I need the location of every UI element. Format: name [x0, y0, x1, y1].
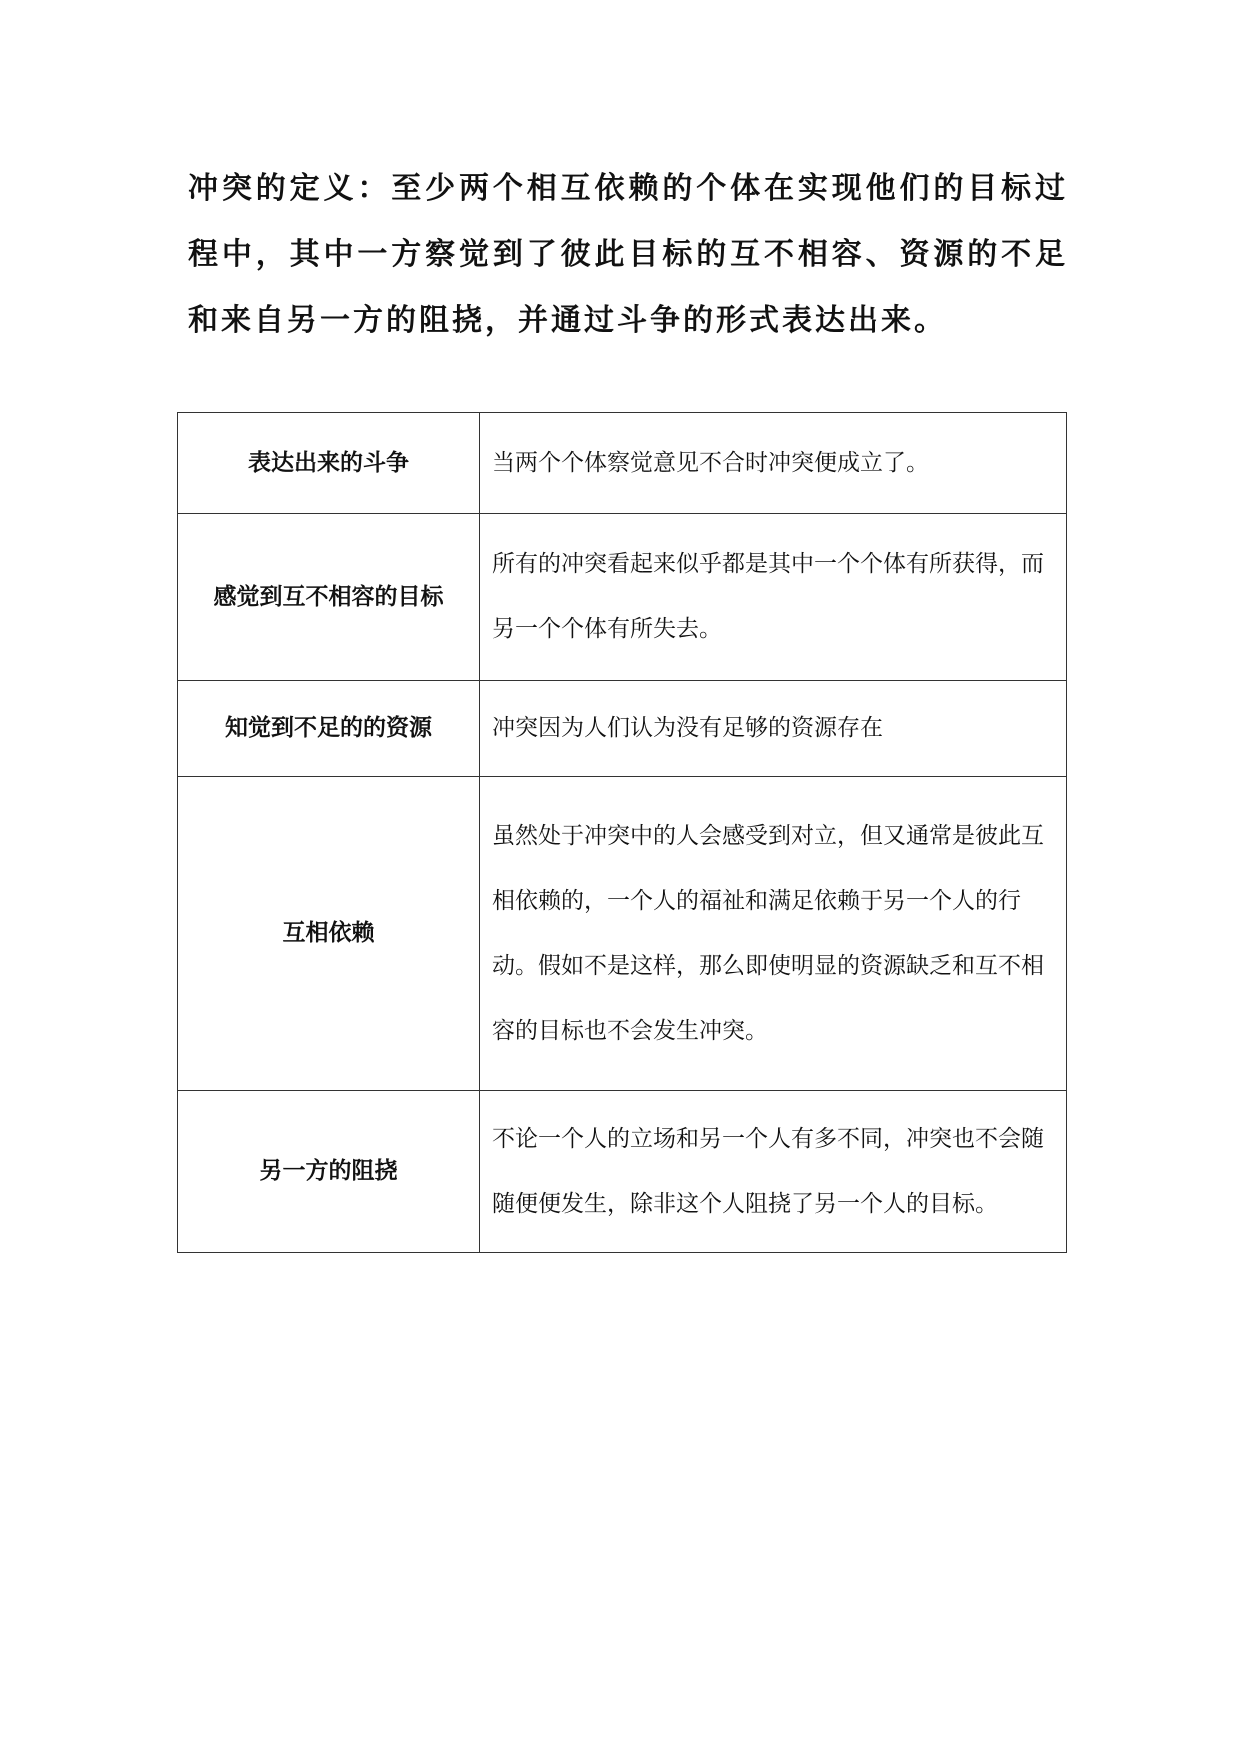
- table-row: [178, 681, 1067, 777]
- term-cell: 表达出来的斗争: [178, 413, 480, 514]
- table-row: [178, 777, 1067, 1091]
- definition-table: [177, 412, 1067, 1253]
- description-cell: 冲突因为人们认为没有足够的资源存在: [480, 681, 1067, 777]
- table-row: [178, 514, 1067, 681]
- description-cell: 所有的冲突看起来似乎都是其中一个个体有所获得，而另一个个体有所失去。: [480, 514, 1067, 681]
- description-cell: 虽然处于冲突中的人会感受到对立，但又通常是彼此互相依赖的，一个人的福祉和满足依赖于另一个人的行动。假如不是这样，那么即使明显的资源缺乏和互不相容的目标也不会发生冲突。: [480, 777, 1067, 1091]
- table-row: [178, 413, 1067, 514]
- definition-table-body: [178, 413, 1067, 1253]
- term-cell: 互相依赖: [178, 777, 480, 1091]
- description-cell: 不论一个人的立场和另一个人有多不同，冲突也不会随随便便发生，除非这个人阻挠了另一个人的目标。: [480, 1091, 1067, 1253]
- description-cell: 当两个个体察觉意见不合时冲突便成立了。: [480, 413, 1067, 514]
- term-cell: 另一方的阻挠: [178, 1091, 480, 1253]
- term-cell: 感觉到互不相容的目标: [178, 514, 480, 681]
- table-row: [178, 1091, 1067, 1253]
- term-cell: 知觉到不足的的资源: [178, 681, 480, 777]
- intro-paragraph: 冲突的定义：至少两个相互依赖的个体在实现他们的目标过程中，其中一方察觉到了彼此目标的互不相容、资源的不足和来自另一方的阻挠，并通过斗争的形式表达出来。: [188, 171, 1068, 338]
